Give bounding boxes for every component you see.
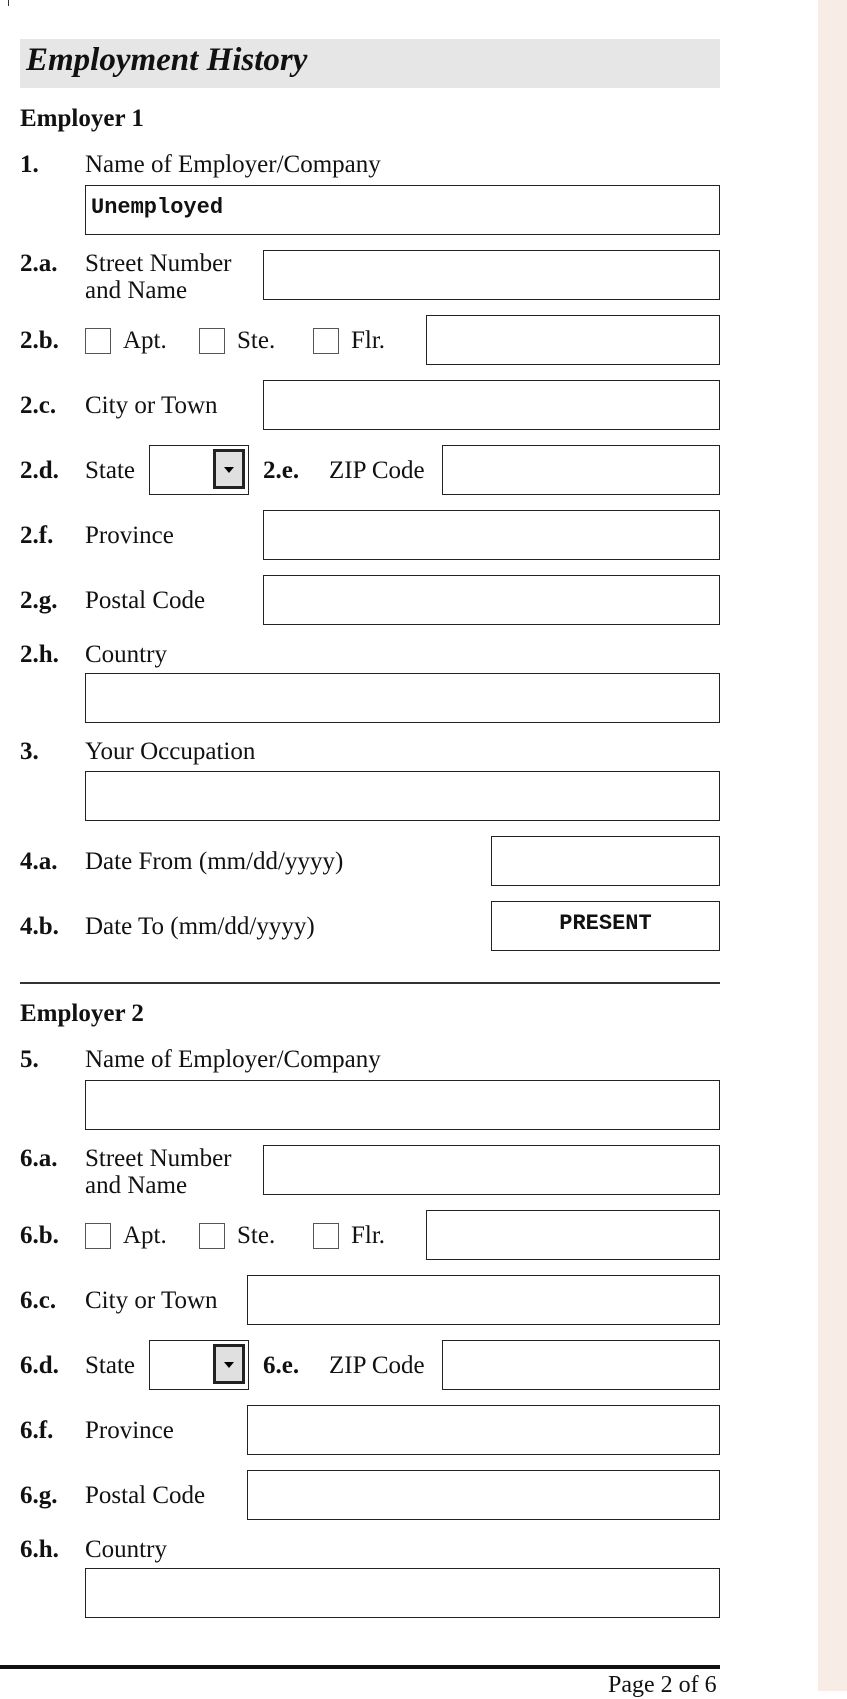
employer-1-date-from-field[interactable] [491, 836, 720, 886]
item-number: 2.d. [20, 457, 59, 484]
city-label: City or Town [85, 1287, 218, 1314]
item-number: 4.a. [20, 848, 58, 875]
item-number: 2.a. [20, 250, 58, 277]
page-number: Page 2 of 6 [608, 1672, 717, 1698]
employer-name-label: Name of Employer/Company [85, 1046, 381, 1073]
item-number: 6.b. [20, 1222, 59, 1249]
street-label: Street Number and Name [85, 1145, 232, 1199]
province-label: Province [85, 1417, 174, 1444]
date-from-label: Date From (mm/dd/yyyy) [85, 848, 344, 875]
employer-2-heading: Employer 2 [20, 1000, 144, 1027]
employer-2-city-field[interactable] [247, 1275, 720, 1325]
apt-label: Apt. [123, 327, 167, 354]
chevron-down-icon[interactable] [213, 449, 245, 489]
apt-checkbox[interactable] [85, 328, 111, 354]
page-margin-strip [818, 0, 847, 1691]
page-edge-mark [8, 0, 9, 6]
employer-1-country-field[interactable] [85, 673, 720, 723]
employer-2-zip-field[interactable] [442, 1340, 720, 1390]
flr-checkbox[interactable] [313, 1223, 339, 1249]
item-number: 2.e. [263, 457, 300, 484]
flr-checkbox[interactable] [313, 328, 339, 354]
item-number: 2.f. [20, 522, 54, 549]
city-label: City or Town [85, 392, 218, 419]
item-number: 6.a. [20, 1145, 58, 1172]
item-number: 6.e. [263, 1352, 300, 1379]
province-label: Province [85, 522, 174, 549]
country-label: Country [85, 1536, 167, 1563]
employer-1-unit-number-field[interactable] [426, 315, 720, 365]
employer-2-name-field[interactable] [85, 1080, 720, 1130]
apt-checkbox[interactable] [85, 1223, 111, 1249]
state-label: State [85, 457, 135, 484]
date-to-label: Date To (mm/dd/yyyy) [85, 913, 315, 940]
item-number: 2.c. [20, 392, 57, 419]
apt-label: Apt. [123, 1222, 167, 1249]
employer-1-date-to-field[interactable] [491, 901, 720, 951]
zip-label: ZIP Code [329, 457, 425, 484]
occupation-label: Your Occupation [85, 738, 256, 765]
flr-label: Flr. [351, 1222, 386, 1249]
employer-1-name-field[interactable] [85, 185, 720, 235]
item-number: 2.b. [20, 327, 59, 354]
item-number: 5. [20, 1046, 39, 1073]
item-number: 6.c. [20, 1287, 57, 1314]
ste-label: Ste. [237, 327, 276, 354]
ste-checkbox[interactable] [199, 328, 225, 354]
section-divider [20, 982, 720, 984]
item-number: 6.d. [20, 1352, 59, 1379]
item-number: 3. [20, 738, 39, 765]
employer-1-zip-field[interactable] [442, 445, 720, 495]
employer-1-province-field[interactable] [263, 510, 720, 560]
state-label: State [85, 1352, 135, 1379]
ste-checkbox[interactable] [199, 1223, 225, 1249]
employer-2-country-field[interactable] [85, 1568, 720, 1618]
employer-1-occupation-field[interactable] [85, 771, 720, 821]
employer-1-city-field[interactable] [263, 380, 720, 430]
employer-1-state-select[interactable] [149, 445, 249, 495]
item-number: 1. [20, 151, 39, 178]
employer-1-postal-code-field[interactable] [263, 575, 720, 625]
employer-2-unit-number-field[interactable] [426, 1210, 720, 1260]
ste-label: Ste. [237, 1222, 276, 1249]
item-number: 2.h. [20, 641, 59, 668]
employer-1-date-to-value: PRESENT [559, 911, 652, 936]
employer-1-name-value: Unemployed [91, 195, 224, 220]
item-number: 6.h. [20, 1536, 59, 1563]
item-number: 6.g. [20, 1482, 58, 1509]
section-title: Employment History [26, 42, 308, 78]
employer-2-street-field[interactable] [263, 1145, 720, 1195]
postal-code-label: Postal Code [85, 587, 206, 614]
zip-label: ZIP Code [329, 1352, 425, 1379]
country-label: Country [85, 641, 167, 668]
employer-1-heading: Employer 1 [20, 105, 144, 132]
employer-name-label: Name of Employer/Company [85, 151, 381, 178]
footer-rule [0, 1665, 720, 1669]
employer-2-province-field[interactable] [247, 1405, 720, 1455]
item-number: 2.g. [20, 587, 58, 614]
employer-1-street-field[interactable] [263, 250, 720, 300]
item-number: 6.f. [20, 1417, 54, 1444]
employer-2-postal-code-field[interactable] [247, 1470, 720, 1520]
flr-label: Flr. [351, 327, 386, 354]
item-number: 4.b. [20, 913, 59, 940]
postal-code-label: Postal Code [85, 1482, 206, 1509]
chevron-down-icon[interactable] [213, 1344, 245, 1384]
employer-2-state-select[interactable] [149, 1340, 249, 1390]
street-label: Street Number and Name [85, 250, 232, 304]
